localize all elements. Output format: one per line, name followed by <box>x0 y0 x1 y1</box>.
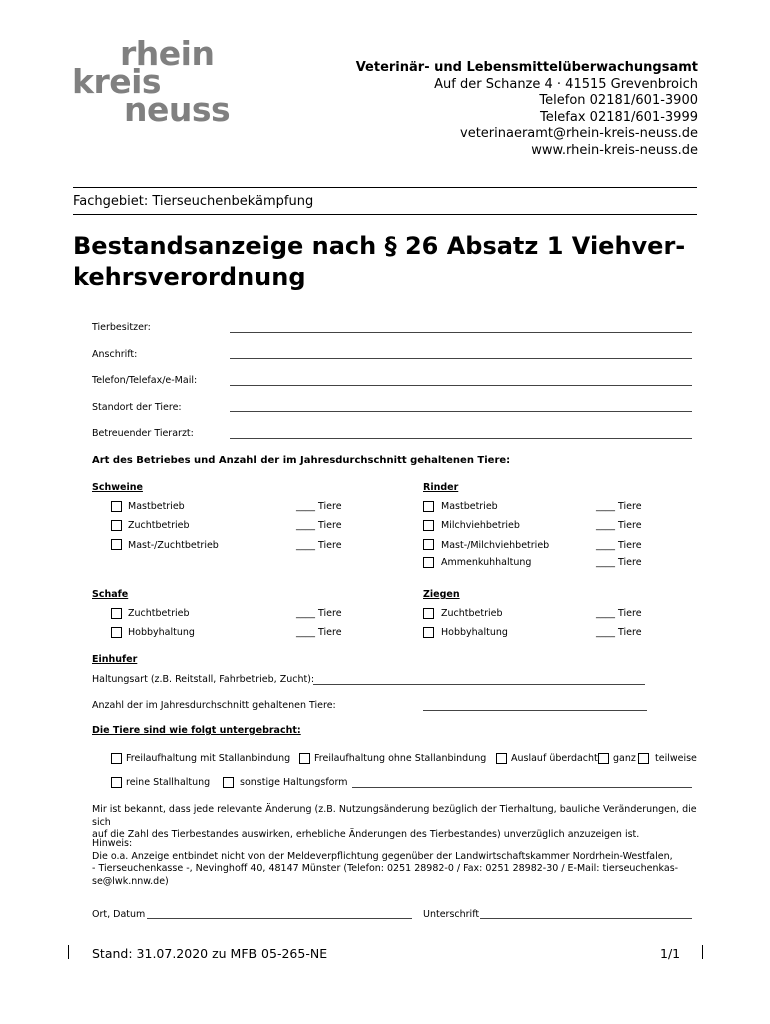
unterschrift-label: Unterschrift <box>423 909 480 920</box>
hinweis-line-3: se@lwk.nnw.de) <box>92 875 169 887</box>
hinweis-label: Hinweis: <box>92 838 133 849</box>
checkbox-freilauf-mit[interactable] <box>111 753 122 764</box>
label-ganz: ganz <box>613 753 636 764</box>
label-schweine-zucht: Zuchtbetrieb <box>128 520 190 531</box>
hinweis-line-2: - Tierseuchenkasse -, Nevinghoff 40, 48147 Münster (Telefon: 0251 28982-0 / Fax: 0251 28982-30 / E-Mail: tierseuchenkas- <box>92 863 679 874</box>
label-sonstige: sonstige Haltungsform <box>240 777 348 788</box>
field-label-address: Anschrift: <box>92 349 138 360</box>
einhufer-haltungsart-label: Haltungsart (z.B. Reitstall, Fahrbetrieb, Zucht): <box>92 674 315 685</box>
document-title <box>73 231 699 293</box>
count-rinder-mast[interactable]: ____ Tiere <box>596 501 642 512</box>
hinweis-line-1: Die o.a. Anzeige entbindet nicht von der Meldeverpflichtung gegenüber der Landwirtschaftskammer Nordrhein-Westfalen, <box>92 850 673 862</box>
checkbox-rinder-mastmilch[interactable] <box>423 539 434 550</box>
logo-line-2: kreis <box>72 62 162 101</box>
einhufer-anzahl-label: Anzahl der im Jahresdurchschnitt gehaltenen Tiere: <box>92 700 336 711</box>
checkbox-auslauf[interactable] <box>496 753 507 764</box>
field-label-vet: Betreuender Tierarzt: <box>92 428 194 439</box>
schweine-heading: Schweine <box>92 482 143 493</box>
logo-line-3: neuss <box>124 90 231 129</box>
office-phone: Telefon 02181/601-3900 <box>539 93 698 108</box>
checkbox-freilauf-ohne[interactable] <box>299 753 310 764</box>
label-freilauf-mit: Freilaufhaltung mit Stallanbindung <box>126 753 291 764</box>
office-fax: Telefax 02181/601-3999 <box>539 109 698 125</box>
checkbox-ganz[interactable] <box>598 753 609 764</box>
count-schafe-zucht[interactable]: ____ Tiere <box>296 608 342 619</box>
count-schafe-hobby[interactable]: ____ Tiere <box>296 627 342 638</box>
label-schweine-mast: Mastbetrieb <box>128 501 185 512</box>
checkbox-schafe-hobby[interactable] <box>111 627 122 638</box>
checkbox-teilweise[interactable] <box>638 753 649 764</box>
label-freilauf-ohne: Freilaufhaltung ohne Stallanbindung <box>314 753 487 764</box>
count-rinder-ammenkuh[interactable]: ____ Tiere <box>596 557 642 568</box>
contact-input-line[interactable] <box>230 385 692 386</box>
count-ziegen-zucht[interactable]: ____ Tiere <box>596 608 642 619</box>
checkbox-rinder-ammenkuh[interactable] <box>423 557 434 568</box>
rinder-heading: Rinder <box>423 482 459 493</box>
hinweis-block <box>92 838 702 888</box>
checkbox-rinder-milchvieh[interactable] <box>423 520 434 531</box>
count-schweine-mastzucht[interactable]: ____ Tiere <box>296 540 342 551</box>
label-schweine-mastzucht: Mast-/Zuchtbetrieb <box>128 540 219 551</box>
count-schweine-mast[interactable]: ____ Tiere <box>296 501 342 512</box>
office-street: Auf der Schanze 4 · 41515 Grevenbroich <box>434 76 698 92</box>
label-ziegen-zucht: Zuchtbetrieb <box>441 608 503 619</box>
checkbox-schweine-mastzucht[interactable] <box>111 539 122 550</box>
schafe-heading: Schafe <box>92 589 129 600</box>
subject-line: Fachgebiet: Tierseuchenbekämpfung <box>73 194 314 209</box>
unterschrift-input-line[interactable] <box>480 918 692 919</box>
einhufer-heading: Einhufer <box>92 654 138 665</box>
checkbox-schweine-zucht[interactable] <box>111 520 122 531</box>
title-line-2: kehrsverordnung <box>73 263 306 291</box>
divider-top <box>73 187 697 188</box>
owner-input-line[interactable] <box>230 332 692 333</box>
ziegen-heading: Ziegen <box>423 589 460 600</box>
footer-page-number: 1/1 <box>660 946 681 961</box>
ort-datum-label: Ort, Datum <box>92 909 146 920</box>
checkbox-rinder-mast[interactable] <box>423 501 434 512</box>
count-ziegen-hobby[interactable]: ____ Tiere <box>596 627 642 638</box>
checkbox-ziegen-hobby[interactable] <box>423 627 434 638</box>
label-auslauf: Auslauf überdacht <box>511 753 598 764</box>
anzahl-input-line[interactable] <box>423 710 647 711</box>
location-input-line[interactable] <box>230 411 692 412</box>
count-schweine-zucht[interactable]: ____ Tiere <box>296 520 342 531</box>
label-schafe-hobby: Hobbyhaltung <box>128 627 195 638</box>
office-website: www.rhein-kreis-neuss.de <box>531 142 698 158</box>
footer-left-bar <box>68 945 69 959</box>
label-teilweise: teilweise <box>655 753 697 764</box>
label-stallhaltung: reine Stallhaltung <box>126 777 211 788</box>
label-rinder-ammenkuh: Ammenkuhhaltung <box>441 557 532 568</box>
title-line-1: Bestandsanzeige nach § 26 Absatz 1 Viehver- <box>73 232 686 260</box>
change-notice <box>92 804 702 842</box>
haltungsart-input-line[interactable] <box>313 684 645 685</box>
count-rinder-milchvieh[interactable]: ____ Tiere <box>596 520 642 531</box>
label-schafe-zucht: Zuchtbetrieb <box>128 608 190 619</box>
address-input-line[interactable] <box>230 358 692 359</box>
field-label-location: Standort der Tiere: <box>92 402 182 413</box>
divider-bottom <box>73 214 697 215</box>
notice-line-2: auf die Zahl des Tierbestandes auswirken, erhebliche Änderungen des Tierbestandes) unverzüglich anzuzeigen ist. <box>92 829 640 840</box>
checkbox-sonstige[interactable] <box>223 777 234 788</box>
notice-line-1: Mir ist bekannt, dass jede relevante Änderung (z.B. Nutzungsänderung bezüglich der Tierhaltung, bauliche Veränderungen, die sich <box>92 804 697 828</box>
label-rinder-mastmilch: Mast-/Milchviehbetrieb <box>441 540 550 551</box>
footer-right-bar <box>702 945 703 959</box>
section-heading: Art des Betriebes und Anzahl der im Jahresdurchschnitt gehaltenen Tiere: <box>92 455 511 466</box>
count-rinder-mastmilch[interactable]: ____ Tiere <box>596 540 642 551</box>
footer-stand: Stand: 31.07.2020 zu MFB 05-265-NE <box>92 946 328 961</box>
checkbox-ziegen-zucht[interactable] <box>423 608 434 619</box>
field-label-owner: Tierbesitzer: <box>92 322 151 333</box>
rhein-kreis-neuss-logo <box>72 34 232 129</box>
logo-line-1: rhein <box>120 34 215 73</box>
office-email: veterinaeramt@rhein-kreis-neuss.de <box>460 126 698 141</box>
office-name: Veterinär- und Lebensmittelüberwachungsamt <box>355 60 698 75</box>
checkbox-stallhaltung[interactable] <box>111 777 122 788</box>
unterbringung-heading: Die Tiere sind wie folgt untergebracht: <box>92 725 301 736</box>
sonstige-input-line[interactable] <box>352 787 692 788</box>
ort-datum-input-line[interactable] <box>147 918 412 919</box>
office-address <box>356 60 698 159</box>
vet-input-line[interactable] <box>230 438 692 439</box>
label-rinder-milchvieh: Milchviehbetrieb <box>441 520 520 531</box>
checkbox-schafe-zucht[interactable] <box>111 608 122 619</box>
field-label-contact: Telefon/Telefax/e-Mail: <box>92 375 198 386</box>
label-rinder-mast: Mastbetrieb <box>441 501 498 512</box>
label-ziegen-hobby: Hobbyhaltung <box>441 627 508 638</box>
checkbox-schweine-mast[interactable] <box>111 501 122 512</box>
